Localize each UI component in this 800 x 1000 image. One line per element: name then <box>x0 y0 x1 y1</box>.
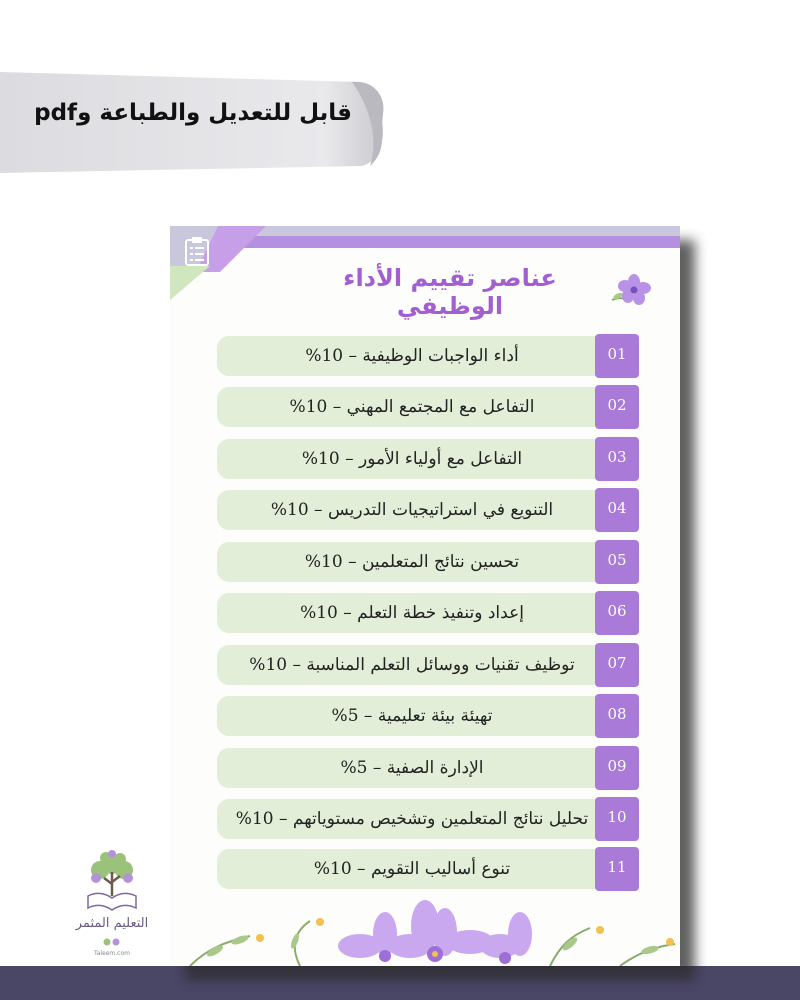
list-item <box>217 490 640 530</box>
list-item <box>217 387 640 427</box>
list-item <box>217 593 640 633</box>
brand-dots <box>101 938 123 946</box>
item-text: أداء الواجبات الوظيفية – 10% <box>305 346 519 366</box>
item-number: 01 <box>595 334 639 378</box>
item-number: 08 <box>595 694 639 738</box>
item-number: 05 <box>595 540 639 584</box>
brand-logo <box>72 850 152 957</box>
item-number: 02 <box>595 385 639 429</box>
brand-name: التعليم المثمر <box>75 916 149 931</box>
flower-icon <box>610 270 654 310</box>
list-item <box>217 336 640 376</box>
item-text: التفاعل مع المجتمع المهني – 10% <box>289 397 535 417</box>
list-item <box>217 696 640 736</box>
item-number: 03 <box>595 437 639 481</box>
floral-border <box>170 896 680 966</box>
item-text: التنويع في استراتيجيات التدريس – 10% <box>270 500 554 520</box>
document-page <box>170 226 680 966</box>
list-item <box>217 645 640 685</box>
item-text: تنوع أساليب التقويم – 10% <box>313 859 511 879</box>
banner-text: قابل للتعديل والطباعة وpdf <box>34 100 352 126</box>
item-text: التفاعل مع أولياء الأمور – 10% <box>301 449 523 469</box>
tree-book-icon <box>82 850 142 912</box>
item-number: 06 <box>595 591 639 635</box>
item-text: تهيئة بيئة تعليمية – 5% <box>331 706 493 726</box>
list-item <box>217 799 640 839</box>
item-number: 10 <box>595 797 639 841</box>
page-title: عناصر تقييم الأداء الوظيفي <box>343 264 557 320</box>
item-number: 07 <box>595 643 639 687</box>
list-item <box>217 439 640 479</box>
item-text: إعداد وتنفيذ خطة التعلم – 10% <box>300 603 524 623</box>
item-text: تحسين نتائج المتعلمين – 10% <box>304 552 520 572</box>
list-item <box>217 748 640 788</box>
item-number: 04 <box>595 488 639 532</box>
item-number: 09 <box>595 746 639 790</box>
item-text: توظيف تقنيات ووسائل التعلم المناسبة – 10% <box>249 655 575 675</box>
clipboard-icon <box>184 236 210 266</box>
item-number: 11 <box>595 847 639 891</box>
item-text: الإدارة الصفية – 5% <box>340 758 484 778</box>
list-item <box>217 542 640 582</box>
list-item <box>217 849 640 889</box>
item-text: تحليل نتائج المتعلمين وتشخيص مستوياتهم – 10% <box>235 809 589 829</box>
brand-url: Taleem.com <box>94 950 130 957</box>
